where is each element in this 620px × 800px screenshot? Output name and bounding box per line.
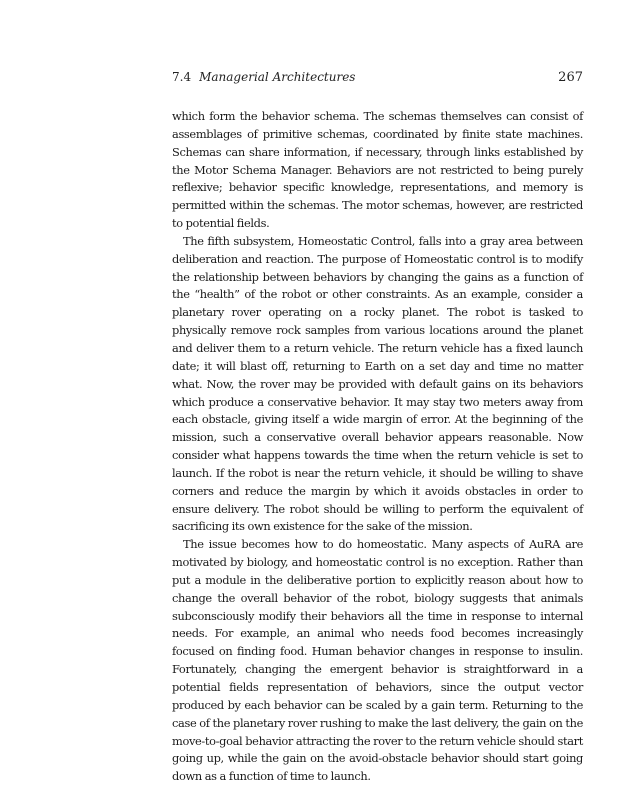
page-number: 267	[558, 70, 583, 85]
section-heading	[172, 70, 355, 84]
paragraph-continued: which form the behavior schema. The schemas themselves can consist of assemblages of primitive schemas, coordinated by finite state machines. Schemas can share information, if necessary, through links established by the Motor Schema Manager. Behaviors are not restricted to being purely reflexive; behavior specific knowledge, representations, and memory is permitted within the schemas. The motor schemas, however, are restricted to potential fields.	[172, 109, 583, 231]
paragraph-homeostatic-control: The fifth subsystem, Homeostatic Control, falls into a gray area between deliberation and reaction. The purpose of Homeostatic control is to modify the relationship between behaviors by changing the gains as a function of the “health” of the robot or other constraints. As an example, consider a planetary rover operating on a rocky planet. The robot is tasked to physically remove rock samples from various locations around the planet and deliver them to a return vehicle. The return vehicle has a fixed launch date; it will blast off, returning to Earth on a set day and time no matter what. Now, the rover may be provided with default gains on its behaviors which produce a conservative behavior. It may stay two meters away from each obstacle, giving itself a wide margin of error. At the beginning of the mission, such a conservative overall behavior appears reasonable. Now consider what happens towards the time when the return vehicle is set to launch. If the robot is near the return vehicle, it should be willing to shave corners and reduce the margin by which it avoids obstacles in order to ensure delivery. The robot should be willing to perform the equivalent of sacrificing its own existence for the sake of the mission.	[172, 233, 583, 534]
section-title: Managerial Architectures	[199, 70, 356, 84]
body-text	[172, 108, 583, 786]
section-number: 7.4	[172, 70, 192, 84]
running-header	[172, 70, 583, 88]
paragraph-homeostatic-issue: The issue becomes how to do homeostatic. Many aspects of AuRA are motivated by biology, and homeostatic control is no exception. Rather than put a module in the deliberative portion to explicitly reason about how to change the overall behavior of the robot, biology suggests that animals subconsciously modify their behaviors all the time in response to internal needs. For example, an animal who needs food becomes increasingly focused on finding food. Human behavior changes in response to insulin. Fortunately, changing the emergent behavior is straightforward in a potential fields representation of behaviors, since the output vector produced by each behavior can be scaled by a gain term. Returning to the case of the planetary rover rushing to make the last delivery, the gain on the move-to-goal behavior attracting the rover to the return vehicle should start going up, while the gain on the avoid-obstacle behavior should start going down as a function of time to launch.	[172, 537, 583, 784]
